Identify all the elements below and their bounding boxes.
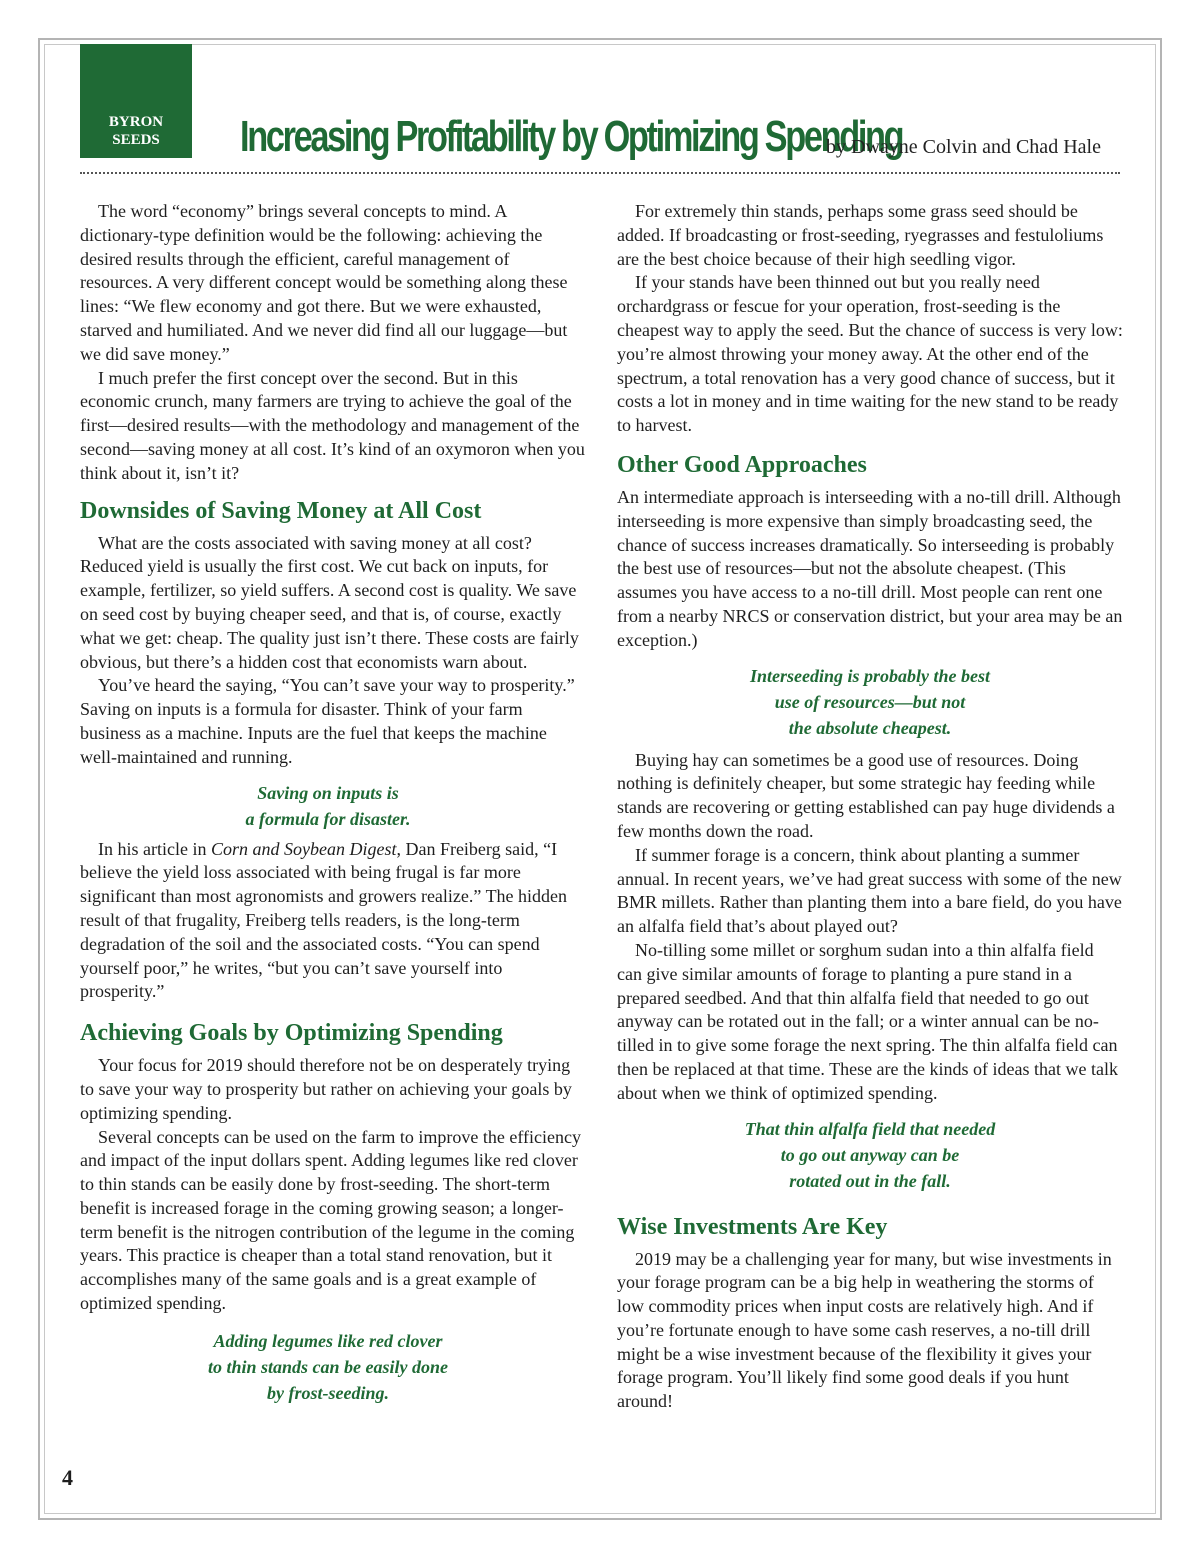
byline: by Dwayne Colvin and Chad Hale — [826, 136, 1101, 158]
text-run: , Dan Freiberg said, “I believe the yield loss associated with being frugal is far more significant than most agronomists and growers realize.” The hidden result of that frugality, Freiberg tells readers, is the long-term degradation of the soil and the associated costs. “You can spend yourself poor,” he writes, “but you can’t save yourself into prosperity.” — [80, 838, 568, 1002]
pull-quote-line: That thin alfalfa field that needed — [744, 1118, 996, 1139]
section-heading: Downsides of Saving Money at All Cost — [80, 497, 482, 524]
paragraph: Several concepts can be used on the farm to improve the efficiency and impact of the input dollars spent. Adding legumes like red clover to thin stands can be easily done by frost-seeding. The short-term benefit is increased forage in the coming growing season; a longer-term benefit is the nitrogen contribution of the legume in the coming years. This practice is cheaper than a total stand renovation, but it accomplishes many of the same goals and is a great example of optimized spending. — [80, 1126, 581, 1314]
paragraph: 2019 may be a challenging year for many, but wise investments in your forage program can be a big help in weathering the storms of low commodity prices when input costs are relatively high. And if you’re fortunate enough to have some cash reserves, a no-till drill might be a wise investment because of the flexibility it gives your forage program. You’ll likely find some good deals if you hunt around! — [617, 1248, 1112, 1412]
paragraph: What are the costs associated with saving money at all cost? Reduced yield is usually the first cost. We cut back on inputs, for example, fertilizer, so yield suffers. A second cost is quality. We save on seed cost by buying cheaper seed, and that is, of course, exactly what we get: cheap. The quality just isn’t there. These costs are fairly obvious, but there’s a hidden cost that economists warn about. — [80, 532, 579, 672]
pull-quote-line: Interseeding is probably the best — [749, 665, 990, 686]
paragraph: The word “economy” brings several concepts to mind. A dictionary-type definition would be the following: achieving the desired results through the efficient, careful management of resources. A very different concept would be something along these lines: “We flew economy and got there. But we were exhausted, starved and humiliated. And we never did find all our luggage—but we did save money.” — [80, 201, 568, 364]
text-run: In his article in — [98, 838, 211, 859]
paragraph — [80, 838, 586, 1005]
pull-quote-line: Saving on inputs is — [257, 782, 399, 803]
pull-quote-line: the absolute cheapest. — [788, 717, 952, 738]
paragraph: I much prefer the first concept over the second. But in this economic crunch, many farmers are trying to achieve the goal of the first—desired results—with the methodology and management of the second—saving money at all cost. It’s kind of an oxymoron when you think about it, isn’t it? — [80, 367, 585, 483]
paragraph: For extremely thin stands, perhaps some grass seed should be added. If broadcasting or frost-seeding, ryegrasses and festuloliums are the best choice because of their high seedling vigor. — [617, 201, 1104, 269]
byron-seeds-tab — [80, 44, 192, 158]
pull-quote — [70, 780, 586, 832]
pull-quote — [70, 1328, 586, 1406]
section-heading: Wise Investments Are Key — [617, 1213, 888, 1240]
paragraph: Your focus for 2019 should therefore not be on desperately trying to save your way to prosperity but rather on achieving your goals by optimizing spending. — [80, 1055, 572, 1123]
paragraph: You’ve heard the saying, “You can’t save your way to prosperity.” Saving on inputs is a formula for disaster. Think of your farm business as a machine. Inputs are the fuel that keeps the machine well-maintained and running. — [80, 675, 575, 767]
section-heading: Achieving Goals by Optimizing Spending — [80, 1020, 503, 1047]
pull-quote-line: to thin stands can be easily done — [207, 1356, 449, 1377]
paragraph: No-tilling some millet or sorghum sudan into a thin alfalfa field can give similar amounts of forage to planting a pure stand in a prepared seedbed. And that thin alfalfa field that needed to go out anyway can be rotated out in the fall; or a winter annual can be no-tilled in to give some forage the next spring. The thin alfalfa field can then be replaced at that time. These are the kinds of ideas that we talk about when we think of optimized spending. — [617, 939, 1118, 1103]
pull-quote-line: a formula for disaster. — [245, 808, 411, 829]
dotted-divider — [80, 172, 1120, 174]
pull-quote-line: rotated out in the fall. — [789, 1170, 951, 1191]
pull-quote — [617, 1116, 1123, 1194]
page-number: 4 — [62, 1465, 73, 1490]
paragraph: If your stands have been thinned out but you really need orchardgrass or fescue for your operation, frost-seeding is the cheapest way to apply the seed. But the chance of success is very low: you’re almost throwing your money away. At the other end of the spectrum, a total renovation has a very good chance of success, but it costs a lot in money and in time waiting for the new stand to be ready to harvest. — [617, 272, 1123, 436]
paragraph: If summer forage is a concern, think about planting a summer annual. In recent years, we’ve had great success with some of the new BMR millets. Rather than planting them into a bare field, do you have an alfalfa field that’s about played out? — [617, 844, 1122, 937]
paragraph: An intermediate approach is interseeding with a no-till drill. Although interseeding is more expensive than simply broadcasting seed, the chance of success increases dramatically. So interseeding is probably the best use of resources—but not the absolute cheapest. (This assumes you have access to a no-till drill. Most people can rent one from a nearby NRCS or conservation district, but your area may be an exception.) — [617, 486, 1123, 650]
right-column — [617, 200, 1123, 1414]
section-heading: Other Good Approaches — [617, 451, 867, 478]
tab-line-2: SEEDS — [112, 132, 160, 148]
left-column — [80, 200, 586, 1406]
pull-quote-line: by frost-seeding. — [267, 1382, 389, 1403]
pull-quote-line: to go out anyway can be — [780, 1144, 960, 1165]
paragraph: Buying hay can sometimes be a good use of resources. Doing nothing is definitely cheaper, but some strategic hay feeding while stands are recovering or getting established can pay huge dividends a few months down the road. — [617, 749, 1115, 841]
pull-quote-line: Adding legumes like red clover — [213, 1330, 443, 1351]
pull-quote — [617, 663, 1123, 741]
pull-quote-line: use of resources—but not — [774, 691, 966, 712]
publication-title: Corn and Soybean Digest — [210, 838, 397, 859]
tab-line-1: BYRON — [108, 114, 164, 130]
title-text: Increasing Profitability by Optimizing Spending — [240, 112, 903, 161]
